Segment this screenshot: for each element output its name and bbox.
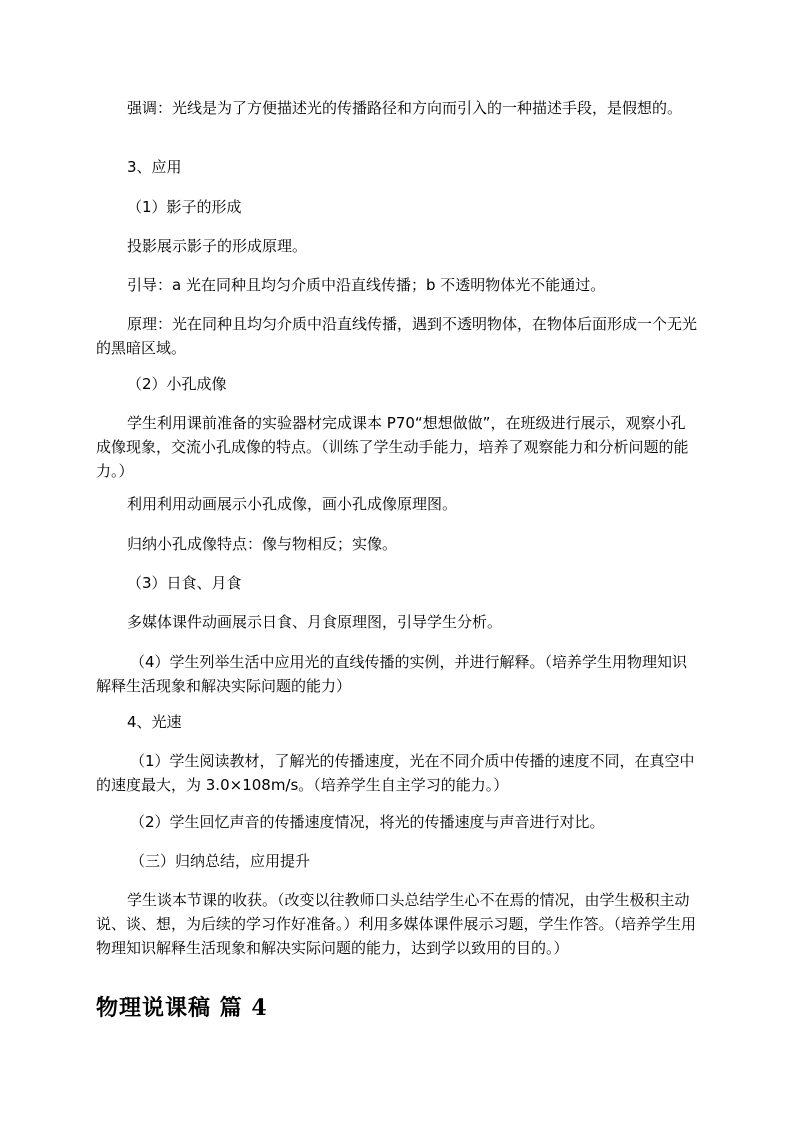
section-heading: 物理说课稿 篇 4 — [96, 995, 268, 1021]
paragraph-read-textbook: （1）学生阅读教材，了解光的传播速度，光在不同介质中传播的速度不同，在真空中的速度最大，为 3.0×108m/s。（培养学生自主学习的能力。） — [96, 752, 695, 794]
subheading-pinhole: （2）小孔成像 — [127, 375, 227, 393]
paragraph-sound-compare: （2）学生回忆声音的传播速度情况，将光的传播速度与声音进行对比。 — [130, 813, 605, 831]
paragraph-emphasis: 强调：光线是为了方便描述光的传播路径和方向而引入的一种描述手段，是假想的。 — [127, 99, 683, 117]
paragraph-examples: （4）学生列举生活中应用光的直线传播的实例，并进行解释。（培养学生用物理知识解释生活现象和解决实际问题的能力） — [96, 653, 688, 695]
paragraph-summary-pinhole: 归纳小孔成像特点：像与物相反；实像。 — [127, 535, 398, 553]
paragraph-guide: 引导：a 光在同种且均匀介质中沿直线传播；b 不透明物体光不能通过。 — [127, 276, 606, 294]
paragraph-principle: 原理：光在同种且均匀介质中沿直线传播，遇到不透明物体，在物体后面形成一个无光的黑暗区域。 — [96, 315, 698, 357]
subheading-shadow: （1）影子的形成 — [127, 198, 242, 216]
paragraph-multimedia: 多媒体课件动画展示日食、月食原理图，引导学生分析。 — [127, 613, 503, 631]
heading-conclusion: （三）归纳总结，应用提升 — [130, 852, 311, 870]
paragraph-projection: 投影展示影子的形成原理。 — [127, 237, 308, 255]
paragraph-animation: 利用利用动画展示小孔成像，画小孔成像原理图。 — [127, 495, 458, 513]
paragraph-harvest: 学生谈本节课的收获。（改变以往教师口头总结学生心不在焉的情况，由学生极积主动说、谈、想，为后续的学习作好准备。）利用多媒体课件展示习题，学生作答。（培养学生用物理知识解释生活现象和解决实际问题的能力，达到学以致用的目的。） — [96, 891, 697, 957]
paragraph-experiment: 学生利用课前准备的实验器材完成课本 P70“想想做做”，在班级进行展示，观察小孔成像现象，交流小孔成像的特点。（训练了学生动手能力，培养了观察能力和分析问题的能力。） — [96, 414, 689, 480]
heading-light-speed: 4、光速 — [127, 713, 182, 731]
subheading-eclipse: （3）日食、月食 — [127, 574, 242, 592]
heading-application: 3、应用 — [127, 158, 182, 176]
